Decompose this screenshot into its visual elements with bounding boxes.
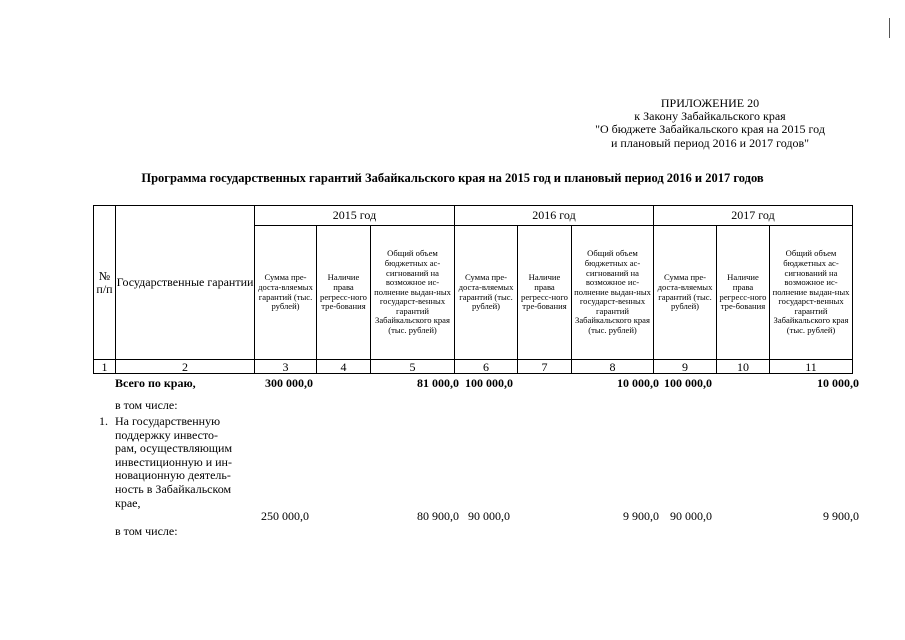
subheader-regress-2015: Наличие права регресс-ного тре-бования <box>317 226 371 360</box>
header-year-2016: 2016 год <box>455 206 654 226</box>
subheader-sum-2015: Сумма пре-доста-вляемых гарантий (тыс. рублей) <box>255 226 317 360</box>
page-edge-mark <box>889 18 890 38</box>
appendix-line-4: и плановый период 2016 и 2017 годов" <box>610 135 810 150</box>
header-guarantees: Государственные гарантии <box>116 206 255 360</box>
appendix-line-2: к Закону Забайкальского края <box>634 109 786 124</box>
appendix-line-3: "О бюджете Забайкальского края на 2015 год <box>595 122 825 137</box>
total-2015-sum: 300 000,0 <box>265 376 313 390</box>
subheader-total-2015: Общий объем бюджетных ас-сигнований на возможное ис-полнение выдан-ных государст-венных гарантий Забайкальского края (тыс. рублей) <box>371 226 455 360</box>
item-1-2015-sum: 250 000,0 <box>261 509 309 523</box>
appendix-header <box>560 97 860 150</box>
header-year-2015: 2015 год <box>255 206 455 226</box>
item-1-line: рам, осуществляющим <box>115 441 233 456</box>
item-1-line: поддержку инвесто- <box>115 427 219 442</box>
item-1-2017-sum: 90 000,0 <box>670 509 712 523</box>
total-2017-sum: 100 000,0 <box>664 376 712 390</box>
total-2017-budget: 10 000,0 <box>817 376 859 390</box>
item-1-line: крае, <box>115 495 141 510</box>
item-1-2017-budget: 9 900,0 <box>823 509 859 523</box>
column-number: 2 <box>116 360 255 374</box>
item-1-line: На государственную <box>115 414 221 428</box>
column-number: 4 <box>317 360 371 374</box>
column-number: 3 <box>255 360 317 374</box>
item-1-description <box>115 415 251 510</box>
item-1-line: ность в Забайкальском <box>115 481 232 496</box>
total-label: Всего по краю, <box>115 376 196 390</box>
column-number: 7 <box>518 360 572 374</box>
subheader-sum-2016: Сумма пре-доста-вляемых гарантий (тыс. рублей) <box>455 226 518 360</box>
total-2016-budget: 10 000,0 <box>617 376 659 390</box>
subheader-regress-2016: Наличие права регресс-ного тре-бования <box>518 226 572 360</box>
column-number: 5 <box>371 360 455 374</box>
total-2016-sum: 100 000,0 <box>465 376 513 390</box>
subheader-total-2016: Общий объем бюджетных ас-сигнований на возможное ис-полнение выдан-ных государст-венных гарантий Забайкальского края (тыс. рублей) <box>572 226 654 360</box>
subheader-sum-2017: Сумма пре-доста-вляемых гарантий (тыс. рублей) <box>654 226 717 360</box>
item-1-2016-budget: 9 900,0 <box>623 509 659 523</box>
item-1-line: инвестиционную и ин- <box>115 454 232 469</box>
guarantees-table-header <box>93 205 853 374</box>
item-1-line: новационную деятель- <box>115 468 231 483</box>
header-year-2017: 2017 год <box>654 206 853 226</box>
header-number: № п/п <box>94 206 116 360</box>
column-number: 11 <box>770 360 853 374</box>
appendix-line-1: ПРИЛОЖЕНИЕ 20 <box>660 96 760 110</box>
column-number: 8 <box>572 360 654 374</box>
including-label: в том числе: <box>115 398 178 412</box>
item-1-2016-sum: 90 000,0 <box>468 509 510 523</box>
item-1-2015-budget: 80 900,0 <box>417 509 459 523</box>
total-2015-budget: 81 000,0 <box>417 376 459 390</box>
column-number: 1 <box>94 360 116 374</box>
subheader-total-2017: Общий объем бюджетных ас-сигнований на возможное ис-полнение выдан-ных государст-венных гарантий Забайкальского края (тыс. рублей) <box>770 226 853 360</box>
document-title: Программа государственных гарантий Забайкальского края на 2015 год и плановый период 2016 и 2017 годов <box>141 171 764 185</box>
item-1-number: 1. <box>99 414 108 428</box>
column-number: 10 <box>717 360 770 374</box>
column-number: 9 <box>654 360 717 374</box>
column-number: 6 <box>455 360 518 374</box>
including-label-2: в том числе: <box>115 524 178 538</box>
subheader-regress-2017: Наличие права регресс-ного тре-бования <box>717 226 770 360</box>
